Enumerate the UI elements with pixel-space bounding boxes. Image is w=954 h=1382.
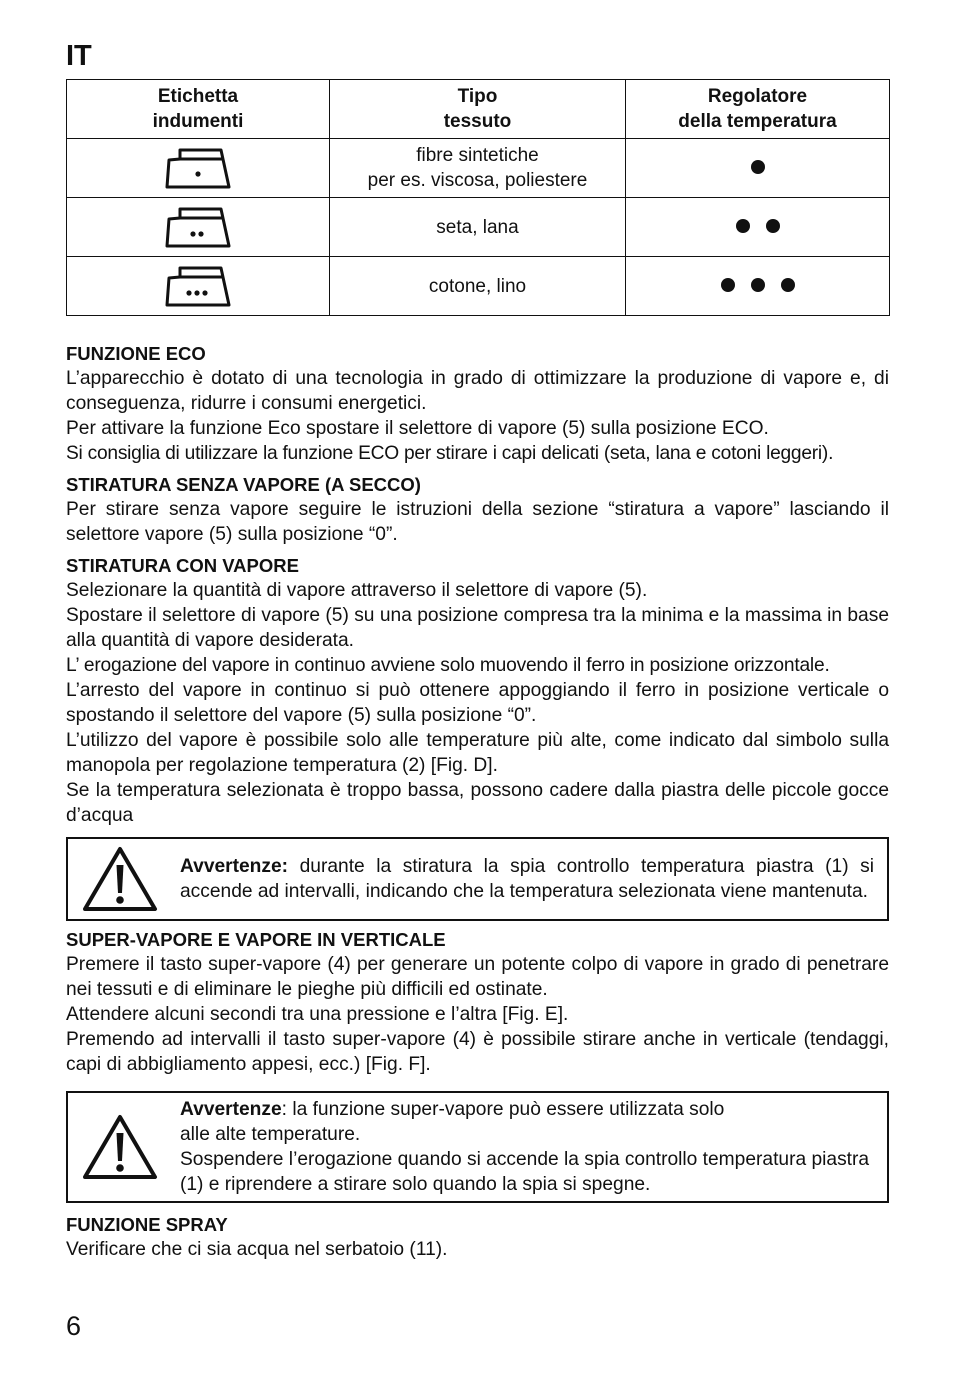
warning-text: alle alte temperature.: [180, 1124, 361, 1145]
paragraph: Selezionare la quantità di vapore attraverso il selettore di vapore (5).: [66, 580, 648, 601]
warning-box-super-steam: [66, 1091, 889, 1203]
paragraph: Spostare il selettore di vapore (5) su una posizione compresa tra la minima e la massima in base alla quantità di vapore desiderata.: [66, 605, 889, 651]
warning-label: Avvertenze: [180, 1099, 282, 1120]
header-label-column: Etichetta indumenti: [67, 80, 330, 139]
paragraph: Premendo ad intervalli il tasto super-vapore (4) è possibile stirare anche in verticale (tendaggi, capi di abbigliamento appesi, ecc.) [Fig. F].: [66, 1029, 889, 1075]
iron-two-dots-icon: [67, 198, 330, 257]
temperature-dots-cell: [626, 139, 890, 198]
paragraph: Attendere alcuni secondi tra una pressione e l’altra [Fig. E].: [66, 1004, 569, 1025]
fabric-cell: seta, lana: [330, 198, 626, 257]
warning-box-temperature-light: [66, 837, 889, 921]
fabric-cell: cotone, lino: [330, 257, 626, 316]
dot-icon: [751, 160, 765, 174]
language-code: IT: [66, 40, 92, 72]
fabric-cell: fibre sintetiche per es. viscosa, poliestere: [330, 139, 626, 198]
paragraph: L’ erogazione del vapore in continuo avviene solo muovendo il ferro in posizione orizzontale.: [66, 655, 830, 676]
paragraph: Si consiglia di utilizzare la funzione ECO per stirare i capi delicati (seta, lana e cotoni leggeri).: [66, 443, 834, 464]
paragraph: Verificare che ci sia acqua nel serbatoio (11).: [66, 1239, 448, 1260]
dot-icon: [721, 278, 735, 292]
warning-text: Sospendere l’erogazione quando si accende la spia controllo temperatura piastra (1) e riprendere a stirare solo quando la spia si spegne.: [180, 1149, 870, 1195]
section-heading-steam: STIRATURA CON VAPORE: [66, 555, 299, 576]
header-temperature-column: Regolatore della temperatura: [626, 80, 890, 139]
temperature-dots-cell: [626, 198, 890, 257]
warning-text: durante la stiratura la spia controllo temperatura piastra (1) si accende ad intervalli, indicando che la temperatura selezionata viene mantenuta.: [180, 856, 874, 902]
header-fabric-column: Tipo tessuto: [330, 80, 626, 139]
table-row: [67, 139, 890, 198]
paragraph: L’apparecchio è dotato di una tecnologia in grado di ottimizzare la produzione di vapore e, di conseguenza, ridurre i consumi energetici.: [66, 368, 889, 414]
iron-one-dot-icon: [67, 139, 330, 198]
section-heading-super-steam: SUPER-VAPORE E VAPORE IN VERTICALE: [66, 929, 446, 950]
warning-text: : la funzione super-vapore può essere utilizzata solo: [281, 1099, 725, 1120]
main-content: [66, 341, 889, 1262]
paragraph: Per stirare senza vapore seguire le istruzioni della sezione “stiratura a vapore” lasciando il selettore vapore (5) sulla posizione “0”.: [66, 499, 889, 545]
page-number: 6: [66, 1311, 82, 1341]
paragraph: L’utilizzo del vapore è possibile solo alle temperature più alte, come indicato dal simbolo sulla manopola per regolazione temperatura (2) [Fig. D].: [66, 730, 889, 776]
paragraph: Premere il tasto super-vapore (4) per generare un potente colpo di vapore in grado di penetrare nei tessuti e di eliminare le pieghe più difficili ed ostinate.: [66, 954, 889, 1000]
temperature-dots-cell: [626, 257, 890, 316]
table-header-row: [67, 80, 890, 139]
section-heading-eco: FUNZIONE ECO: [66, 343, 206, 364]
warning-label: Avvertenze:: [180, 856, 289, 877]
section-heading-dry: STIRATURA SENZA VAPORE (A SECCO): [66, 474, 421, 495]
table-row: [67, 198, 890, 257]
table-row: [67, 257, 890, 316]
paragraph: Se la temperatura selezionata è troppo bassa, possono cadere dalla piastra delle piccole gocce d’acqua: [66, 780, 889, 826]
dot-icon: [781, 278, 795, 292]
fabric-temperature-table: [66, 79, 890, 316]
dot-icon: [766, 219, 780, 233]
warning-icon: [82, 845, 158, 913]
dot-icon: [736, 219, 750, 233]
paragraph: L’arresto del vapore in continuo si può ottenere appoggiando il ferro in posizione verticale o spostando il selettore del vapore (5) sulla posizione “0”.: [66, 680, 889, 726]
iron-three-dots-icon: [67, 257, 330, 316]
dot-icon: [751, 278, 765, 292]
warning-icon: [82, 1113, 158, 1181]
section-heading-spray: FUNZIONE SPRAY: [66, 1214, 228, 1235]
paragraph: Per attivare la funzione Eco spostare il selettore di vapore (5) sulla posizione ECO.: [66, 418, 769, 439]
